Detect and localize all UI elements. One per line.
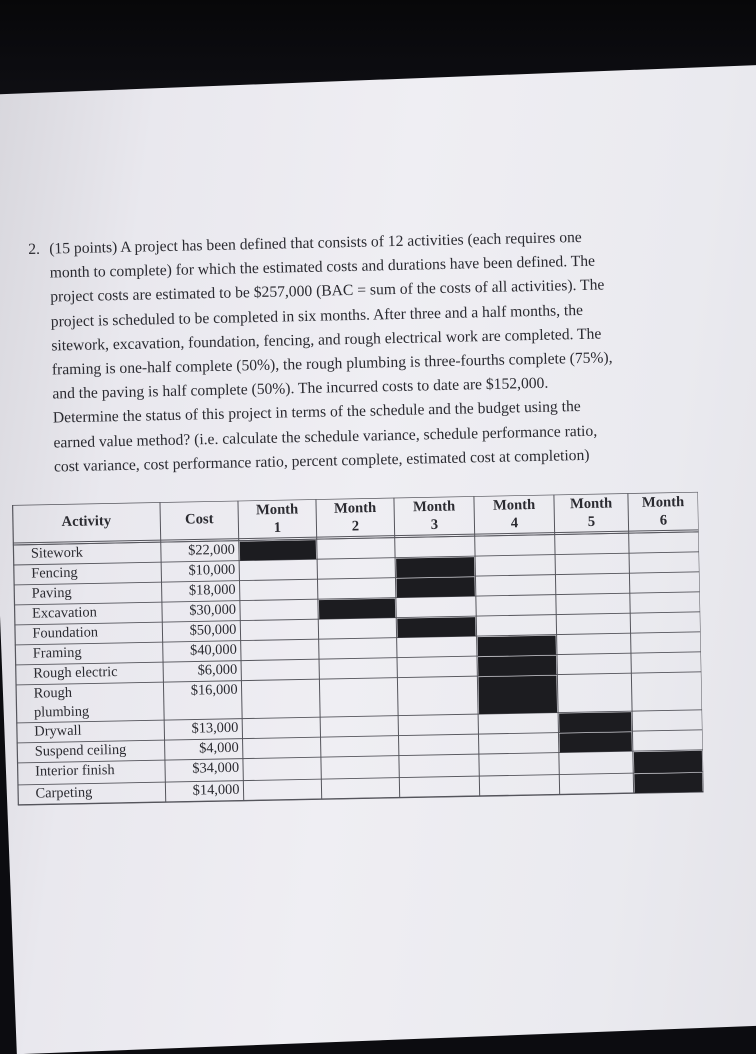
month-header-number: 5	[587, 513, 596, 530]
cost-cell: $16,000	[190, 681, 238, 699]
question-line-9: earned value method? (i.e. calculate the schedule variance, schedule performance ratio,	[53, 422, 598, 452]
schedule-bar	[478, 656, 556, 676]
activity-cell: Carpeting	[35, 784, 93, 802]
table-row-line	[17, 772, 703, 785]
schedule-bar	[634, 773, 702, 793]
activity-cell: Suspend ceiling	[34, 741, 127, 760]
activity-cell: Drywall	[34, 722, 82, 740]
question-number: 2.	[28, 240, 41, 258]
schedule-bar	[478, 636, 556, 656]
activity-header: Activity	[61, 513, 112, 531]
table-row-line	[14, 572, 700, 585]
activity-cell: Foundation	[32, 624, 99, 642]
cost-cell: $13,000	[191, 719, 239, 737]
question-line-1: 2. (15 points) A project has been defined that consists of 12 activities (each requires one	[28, 223, 718, 262]
schedule-bar	[319, 599, 395, 619]
schedule-bar	[559, 732, 631, 752]
month-header-number: 3	[430, 516, 439, 533]
cost-cell: $4,000	[198, 739, 239, 757]
question-line-8: Determine the status of this project in terms of the schedule and the budget using the	[52, 398, 581, 427]
schedule-bar	[634, 751, 702, 773]
month-header-label: Month	[569, 495, 613, 513]
cost-cell: $22,000	[187, 541, 236, 559]
activity-cell: Rough electric	[33, 664, 118, 682]
month-header-label: Month	[492, 496, 536, 514]
table-column-line	[160, 502, 166, 802]
question-line-4: project is scheduled to be completed in six months. After three and a half months, the	[50, 301, 584, 331]
cost-cell: $34,000	[192, 759, 240, 777]
month-header-label: Month	[255, 501, 299, 519]
table-row-line	[15, 672, 701, 685]
month-header-number: 4	[510, 515, 519, 532]
question-line-10: cost variance, cost performance ratio, percent complete, estimated cost at completion)	[53, 446, 590, 476]
month-header-number: 2	[351, 518, 360, 535]
schedule-bar	[240, 540, 316, 560]
cost-cell: $14,000	[192, 781, 240, 799]
table-row-line	[15, 632, 701, 645]
activity-cell: Framing	[32, 644, 82, 662]
cost-cell: $30,000	[189, 601, 237, 619]
month-header-number: 6	[659, 512, 668, 529]
table-row-line	[15, 652, 701, 665]
cost-cell: $40,000	[189, 641, 237, 659]
activity-cell: Interior finish	[34, 762, 115, 780]
schedule-bar	[396, 577, 474, 597]
schedule-table	[12, 492, 704, 810]
question-text	[28, 223, 723, 480]
question-line-2: month to complete) for which the estimated costs and durations have been defined. The	[49, 252, 596, 282]
schedule-bar	[478, 676, 557, 714]
cost-header: Cost	[184, 511, 214, 528]
activity-cell-continued: plumbing	[33, 703, 90, 721]
month-header-label: Month	[641, 494, 685, 511]
schedule-bar	[559, 712, 631, 732]
schedule-bar	[397, 617, 475, 637]
question-line-6: framing is one-half complete (50%), the rough plumbing is three-fourths complete (75%),	[51, 349, 613, 379]
table-column-line	[394, 498, 400, 798]
cost-cell: $50,000	[189, 621, 237, 639]
cost-cell: $18,000	[188, 581, 236, 599]
schedule-bar	[396, 557, 474, 577]
activity-cell: Fencing	[31, 564, 78, 582]
table-row-line	[13, 552, 699, 565]
activity-cell: Excavation	[31, 604, 97, 622]
month-header-label: Month	[333, 500, 377, 517]
month-header-number: 1	[273, 519, 282, 536]
question-line-3: project costs are estimated to be $257,000 (BAC = sum of the costs of all activities). The	[50, 276, 605, 306]
cost-cell: $6,000	[197, 661, 238, 679]
cost-cell: $10,000	[188, 561, 236, 579]
activity-cell: Paving	[31, 584, 72, 602]
schedule-grid	[12, 492, 704, 810]
table-column-line	[316, 499, 322, 799]
activity-cell: Rough	[33, 684, 73, 702]
activity-cell: Sitework	[30, 544, 84, 562]
question-line-5: sitework, excavation, foundation, fencing, and rough electrical work are completed. The	[51, 325, 602, 355]
month-header-label: Month	[412, 498, 456, 516]
question-line-7: and the paving is half complete (50%). The incurred costs to date are $152,000.	[52, 374, 549, 403]
